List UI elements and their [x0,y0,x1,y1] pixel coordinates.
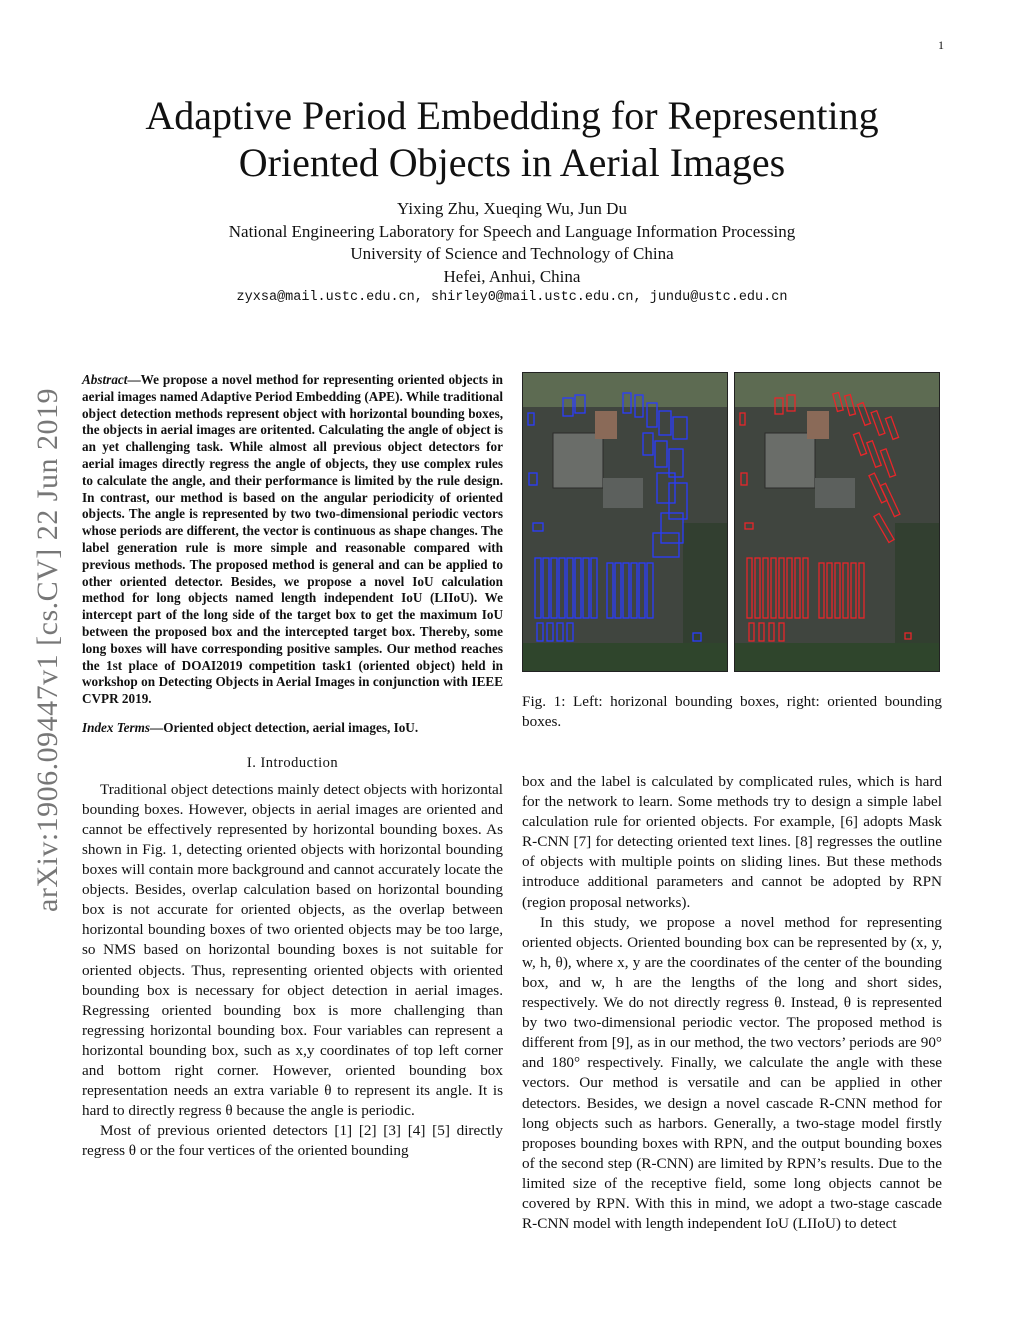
author-emails: zyxsa@mail.ustc.edu.cn, shirley0@mail.ustc.edu.cn, jundu@ustc.edu.cn [236,290,788,305]
right-column [522,772,942,1234]
section-heading-introduction: I. Introduction [246,754,339,771]
aerial-image-oriented-boxes [734,372,940,672]
right-paragraph-1: box and the label is calculated by complicated rules, which is hard for the network to learn. Some methods try to design a simple label calculation rule for oriented objects. For example, [6] adopts Mask R-CNN [7] for detecting oriented text lines. [8] regresses the outline of objects with multiple points on sliding lines. But these methods introduce additional parameters and cannot be adopted by RPN (region proposal networks). [522,773,942,911]
arxiv-id-text: arXiv:1906.09447v1 [cs.CV] 22 Jun 2019 [31,388,64,912]
abstract-text: —We propose a novel method for representing oriented objects in aerial images named Adaptive Period Embedding (APE). While traditional object detection methods represent object with horizontal bounding boxes, the objects in aerial images are oritented. Calculating the angle of object is an yet challenging task. While almost all previous object detectors for aerial images directly regress the angle of objects, they use complex rules to calculate the angle, and their performance is limited by the rule design. In contrast, our method is based on the angular periodicity of oriented objects. The angle is represented by two two-dimensional periodic vectors whose periods are different, the vector is continuous as shape changes. The label generation rule is more simple and reasonable compared with previous methods. The proposed method is general and can be applied to other oriented detector. Besides, we propose a novel IoU calculation method for long objects named length independent IoU (LIIoU). We intercept part of the long side of the target box to get the maximum IoU between the proposed box and the intercepted target box. Thereby, some long boxes will have corresponding positive samples. Our method reaches the 1st place of DOAI2019 competition task1 (oriented object) held in workshop on Detecting Objects in Aerial Images in conjunction with IEEE CVPR 2019. [82,372,503,707]
index-terms-text: —Oriented object detection, aerial images, IoU. [150,719,419,735]
paper-title [100,92,924,186]
right-paragraph-2: In this study, we propose a novel method for representing oriented objects. Oriented bounding box can be represented by (x, y, w, h, θ), where x, y are the coordinates of the center of the bounding box, and w, h are the lengths of the long and short sides, respectively. We do not directly regress θ. Instead, θ is represented by two two-dimensional periodic vector. The proposed method is different from [9], as in our method, the two vectors’ periods are 90° and 180° respectively. Finally, we calculate the angle with these vectors. Our method is versatile and can be applied in other detectors. Besides, we design a novel cascade R-CNN method for long objects such as harbors. Generally, a two-stage model firstly proposes bounding boxes with RPN, and the output bounding boxes of the second step (R-CNN) are limited by RPN’s results. Due to the limited size of the receptive field, some long objects cannot be covered by RPN. With this in mind, we adopt a two-stage cascade R-CNN model with length independent IoU (LIIoU) to detect [522,913,942,1233]
author-names: Yixing Zhu, Xueqing Wu, Jun Du [397,199,627,218]
abstract-label: Abstract [82,372,128,387]
title-line-1: Adaptive Period Embedding for Representing [145,93,879,138]
intro-paragraph-1: Traditional object detections mainly detect objects with horizontal bounding boxes. However, objects in aerial images are oriented and cannot be effectively represented by horizontal bounding boxes. As shown in Fig. 1, detecting oriented objects with horizontal bounding boxes will contain more background and cannot accurately locate the objects. Besides, overlap calculation based on horizontal bounding box is not accurate for oriented objects, as the overlap between horizontal bounding boxes of two oriented objects may be too large, so NMS based on horizontal bounding boxes is not suitable for oriented objects. Thus, representing oriented objects with oriented bounding box is necessary for object detection in aerial images. Regressing oriented bounding box is more challenging than regressing horizontal bounding box. Four variables can represent a horizontal bounding box, such as x,y coordinates of top left corner and bottom right corner. However, oriented bounding box representation needs an extra variable θ to represent its angle. It is hard to directly regress θ because the angle is periodic. [82,780,503,1120]
arxiv-side-stamp [28,355,68,945]
title-line-2: Oriented Objects in Aerial Images [238,140,786,185]
aerial-image-horizontal-boxes [522,372,728,672]
figure-1-caption: Fig. 1: Left: horizonal bounding boxes, right: oriented bounding boxes. [522,693,942,731]
intro-paragraph-2: Most of previous oriented detectors [1] [2] [3] [4] [5] directly regress θ or the four vertices of the oriented bounding [82,1122,503,1160]
abstract [82,372,503,708]
affiliation-university: University of Science and Technology of China [350,244,674,263]
author-block [100,198,924,288]
index-terms [82,720,503,737]
aerial-scene-left [523,373,728,672]
aerial-scene-right [735,373,940,672]
figure-1 [522,372,942,672]
index-terms-label: Index Terms [82,719,151,735]
affiliation-lab: National Engineering Laboratory for Speech and Language Information Processing [228,221,796,241]
page-number: 1 [938,38,944,52]
affiliation-location: Hefei, Anhui, China [443,266,581,286]
left-column [82,372,503,1162]
